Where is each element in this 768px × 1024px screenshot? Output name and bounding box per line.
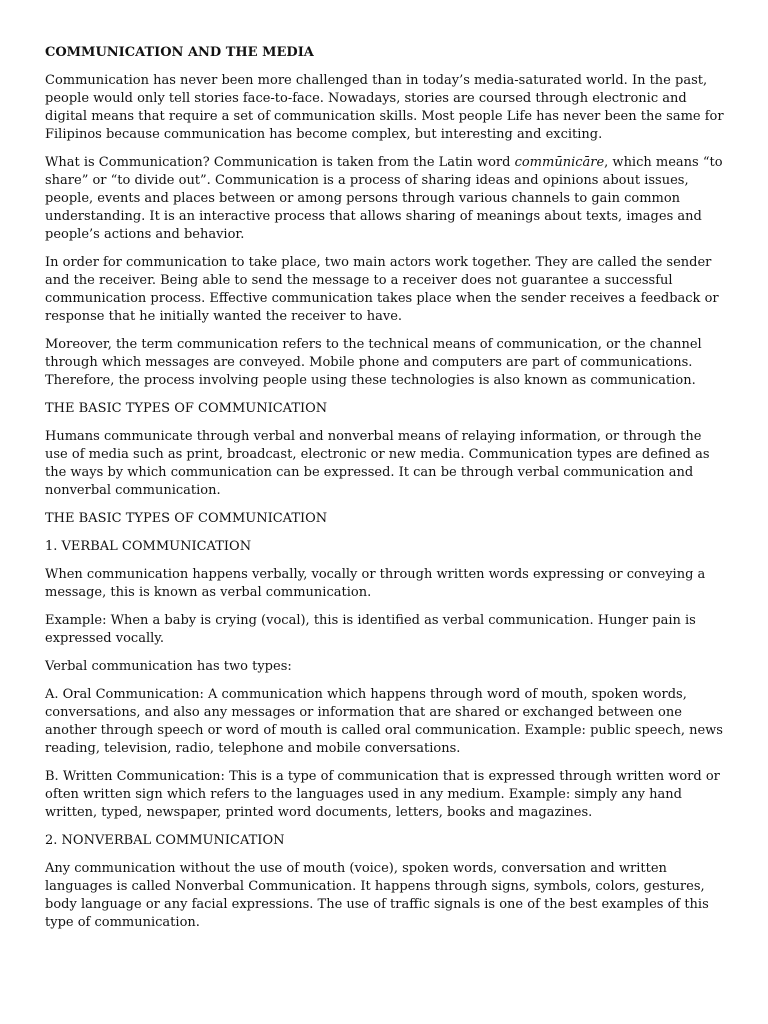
subheading-nonverbal-communication: 2. NONVERBAL COMMUNICATION bbox=[45, 833, 285, 848]
document-title: COMMUNICATION AND THE MEDIA bbox=[45, 45, 314, 60]
written-communication-paragraph: B. Written Communication: This is a type of communication that is expressed through written word or often written sign which refers to the languages used in any medium. Example: simply any hand written, typed, newspaper, printed word documents, letters, books and magazines. bbox=[45, 769, 720, 820]
latin-word: commūnicāre bbox=[514, 155, 605, 170]
document-page bbox=[45, 44, 727, 942]
subheading-verbal-communication: 1. VERBAL COMMUNICATION bbox=[45, 539, 252, 554]
verbal-example-paragraph: Example: When a baby is crying (vocal), this is identified as verbal communication. Hunger pain is expressed vocally. bbox=[45, 613, 696, 646]
verbal-definition-paragraph: When communication happens verbally, vocally or through written words expressing or conveying a message, this is known as verbal communication. bbox=[45, 567, 706, 600]
verbal-types-intro: Verbal communication has two types: bbox=[45, 659, 292, 674]
oral-communication-paragraph: A. Oral Communication: A communication which happens through word of mouth, spoken words, conversations, and also any messages or information that are shared or exchanged between one another through speech or word of mouth is called oral communication. Example: public speech, news reading, television, radio, telephone and mobile conversations. bbox=[45, 687, 723, 756]
actors-paragraph: In order for communication to take place, two main actors work together. They are called the sender and the receiver. Being able to send the message to a receiver does not guarantee a successful communication process. Effective communication takes place when the sender receives a feedback or response that he initially wanted the receiver to have. bbox=[45, 255, 719, 324]
what-is-text-before: What is Communication? Communication is taken from the Latin word bbox=[45, 155, 515, 170]
section-heading-basic-types: THE BASIC TYPES OF COMMUNICATION bbox=[45, 401, 328, 416]
nonverbal-definition-paragraph: Any communication without the use of mouth (voice), spoken words, conversation and written languages is called Nonverbal Communication. It happens through signs, symbols, colors, gestures, body language or any facial expressions. The use of traffic signals is one of the best examples of this type of communication. bbox=[45, 861, 709, 930]
what-is-text-after: , which means “to share” or “to divide out”. Communication is a process of sharing ideas and opinions about issues, people, events and places between or among persons through various channels to gain common understanding. It is an interactive process that allows sharing of meanings about texts, images and people’s actions and behavior. bbox=[45, 155, 723, 242]
humans-communicate-paragraph: Humans communicate through verbal and nonverbal means of relaying information, or through the use of media such as print, broadcast, electronic or new media. Communication types are defined as the ways by which communication can be expressed. It can be through verbal communication and nonverbal communication. bbox=[45, 429, 710, 498]
intro-paragraph: Communication has never been more challenged than in today’s media-saturated world. In the past, people would only tell stories face-to-face. Nowadays, stories are coursed through electronic and digital means that require a set of communication skills. Most people Life has never been the same for Filipinos because communication has become complex, but interesting and exciting. bbox=[45, 73, 724, 142]
what-is-communication-paragraph bbox=[45, 154, 727, 244]
section-heading-basic-types-repeat: THE BASIC TYPES OF COMMUNICATION bbox=[45, 511, 328, 526]
technical-means-paragraph: Moreover, the term communication refers to the technical means of communication, or the channel through which messages are conveyed. Mobile phone and computers are part of communications. Therefore, the process involving people using these technologies is also known as communication. bbox=[45, 337, 702, 388]
